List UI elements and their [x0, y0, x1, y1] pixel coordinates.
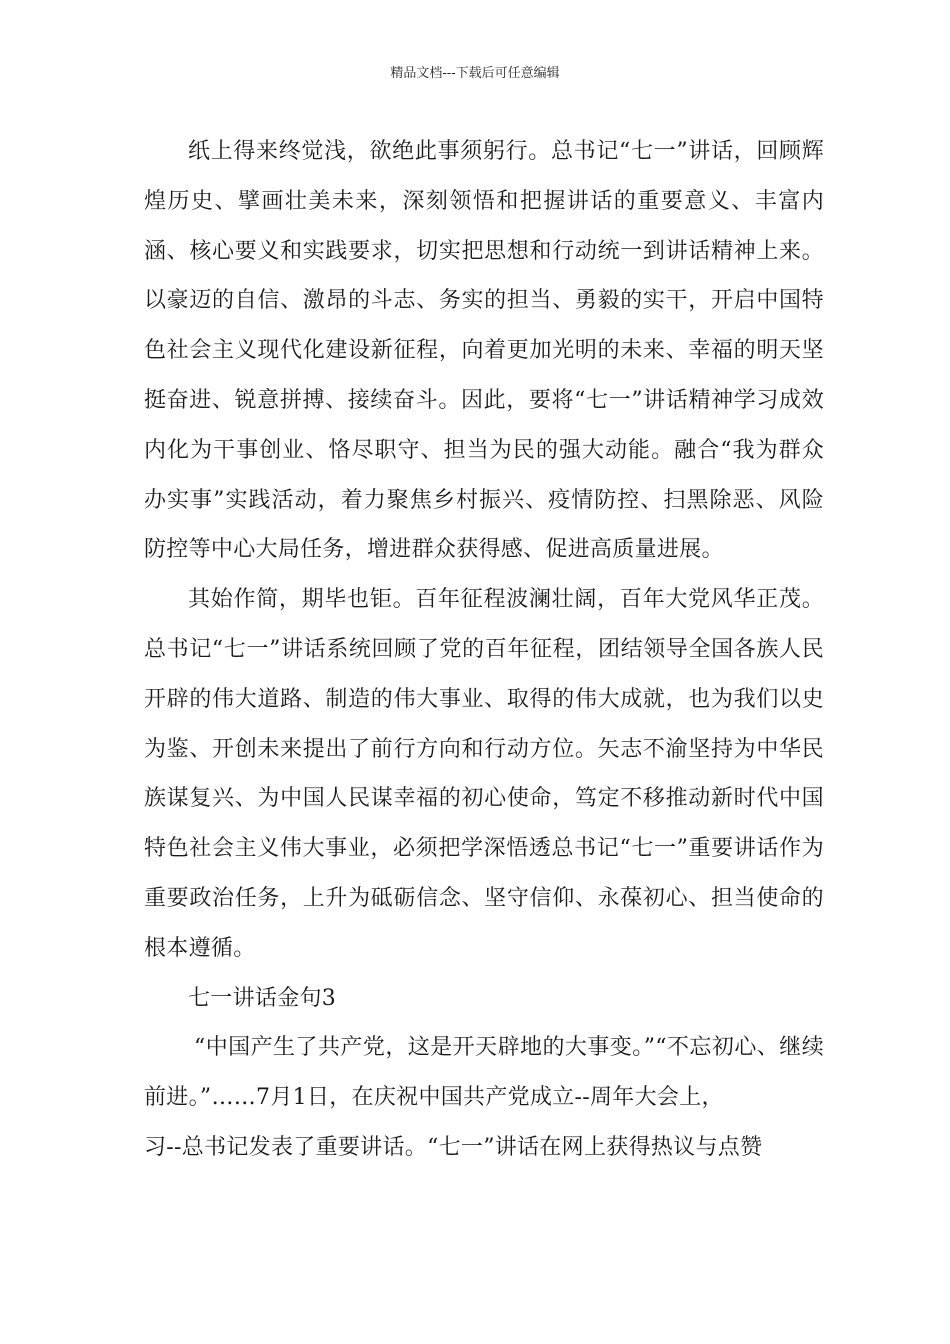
paragraph-3: “中国产生了共产党，这是开天辟地的大事变。”“不忘初心、继续前进。”……7月1日，在庆祝中国共产党成立--周年大会上， — [144, 1035, 824, 1111]
paragraph-3-continued: 习--总书记发表了重要讲话。“七一”讲话在网上获得热议与点赞 — [144, 1134, 763, 1160]
section-heading: 七一讲话金句3 — [188, 985, 337, 1011]
page-header: 精品文档---下载后可任意编辑 — [390, 66, 560, 81]
paragraph-1: 纸上得来终觉浅，欲绝此事须躬行。总书记“七一”讲话，回顾辉煌历史、擘画壮美未来，深刻领悟和把握讲话的重要意义、丰富内涵、核心要义和实践要求，切实把思想和行动统一到讲话精神上来。以豪迈的自信、激昂的斗志、务实的担当、勇毅的实干，开启中国特色社会主义现代化建设新征程，向着更加光明的未来、幸福的明天坚挺奋进、锐意拼搏、接续奋斗。因此，要将“七一”讲话精神学习成效内化为干事创业、恪尽职守、担当为民的强大动能。融合“我为群众办实事”实践活动，着力聚焦乡村振兴、疫情防控、扫黑除恶、风险防控等中心大局任务，增进群众获得感、促进高质量进展。 — [144, 139, 824, 563]
document-body — [144, 127, 824, 1173]
paragraph-2: 其始作简，期毕也钜。百年征程波澜壮阔，百年大党风华正茂。总书记“七一”讲话系统回顾了党的百年征程，团结领导全国各族人民开辟的伟大道路、制造的伟大事业、取得的伟大成就，也为我们以史为鉴、开创未来提出了前行方向和行动方位。矢志不渝坚持为中华民族谋复兴、为中国人民谋幸福的初心使命，笃定不移推动新时代中国特色社会主义伟大事业，必须把学深悟透总书记“七一”重要讲话作为重要政治任务，上升为砥砺信念、坚守信仰、永葆初心、担当使命的根本遵循。 — [144, 587, 824, 961]
